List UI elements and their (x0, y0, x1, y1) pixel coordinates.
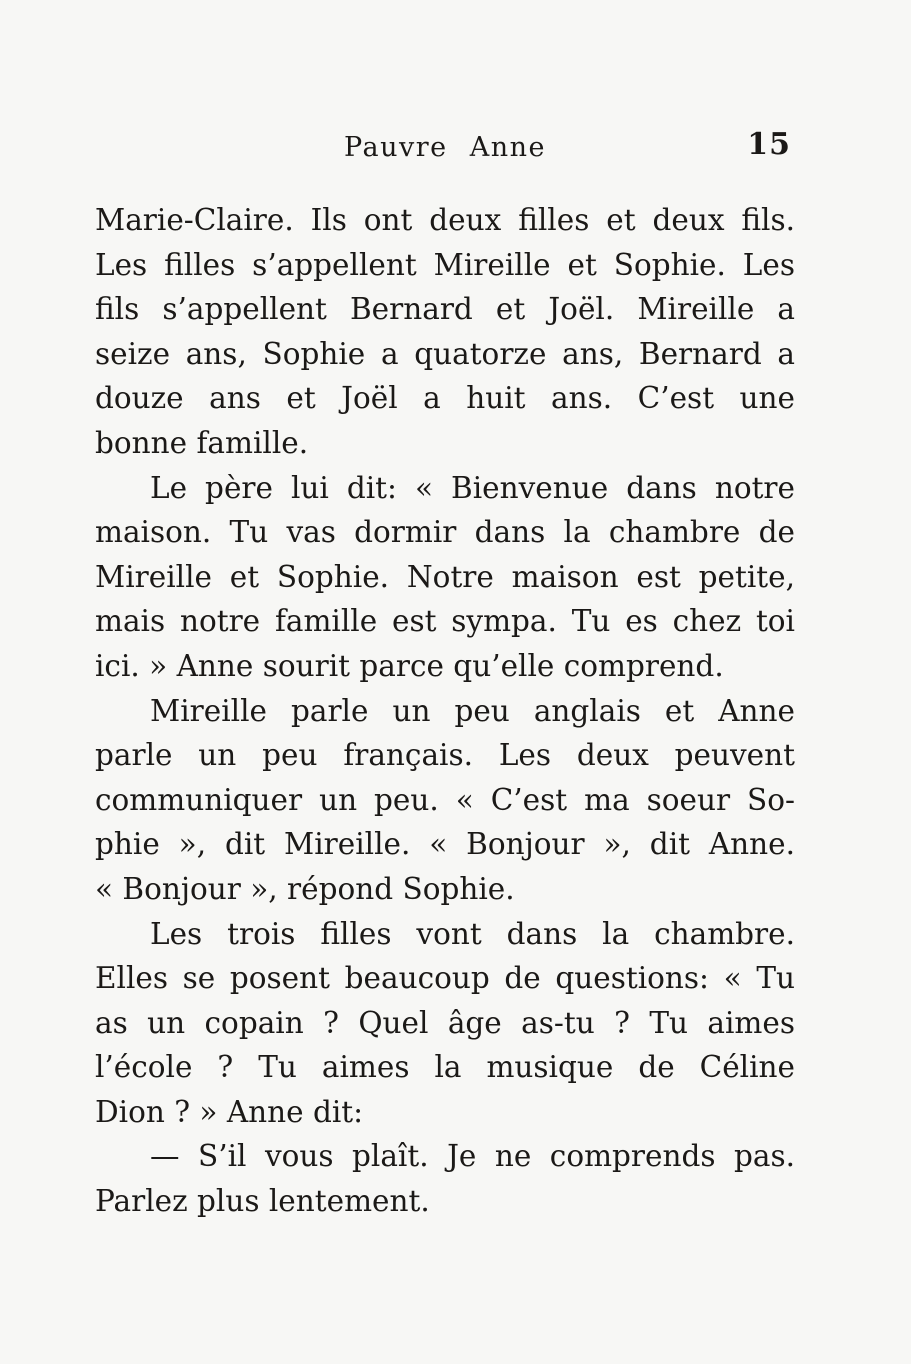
text-line: Elles se posent beaucoup de questions: « Tu (95, 961, 795, 996)
text-line: Le père lui dit: « Bienvenue dans notre (150, 470, 795, 505)
paragraph (95, 912, 795, 1135)
text-line: douze ans et Joël a huit ans. C’est une (95, 381, 795, 416)
text-line: seize ans, Sophie a quatorze ans, Bernard a (95, 336, 795, 371)
text-line: fils s’appellent Bernard et Joël. Mireille a (95, 292, 795, 327)
text-line: maison. Tu vas dormir dans la chambre de (95, 515, 795, 550)
paragraph (95, 198, 795, 466)
running-title: Pauvre Anne (344, 132, 546, 163)
text-line: bonne famille. (95, 425, 309, 460)
text-line: as un copain ? Quel âge as-tu ? Tu aimes (95, 1005, 795, 1040)
text-line: Marie-Claire. Ils ont deux filles et deux fils. (95, 203, 795, 237)
text-line: — S’il vous plaît. Je ne comprends pas. (150, 1139, 795, 1174)
text-line: Mireille parle un peu anglais et Anne (150, 693, 795, 728)
page-number: 15 (747, 127, 791, 162)
text-line: phie », dit Mireille. « Bonjour », dit Anne. (95, 827, 795, 862)
text-line: mais notre famille est sympa. Tu es chez toi (95, 604, 795, 639)
text-line: Dion ? » Anne dit: (95, 1094, 364, 1129)
paragraph (95, 1134, 795, 1223)
text-line: Les trois filles vont dans la chambre. (150, 916, 795, 951)
body-text (95, 198, 795, 1224)
text-line: Parlez plus lentement. (95, 1184, 430, 1219)
text-line: « Bonjour », répond Sophie. (95, 871, 515, 906)
text-line: Les filles s’appellent Mireille et Sophie. Les (95, 247, 795, 282)
text-line: ici. » Anne sourit parce qu’elle comprend. (95, 648, 724, 683)
text-line: communiquer un peu. « C’est ma soeur So- (95, 782, 795, 817)
text-line: parle un peu français. Les deux peuvent (95, 738, 795, 773)
text-line: l’école ? Tu aimes la musique de Céline (95, 1050, 795, 1085)
text-line: Mireille et Sophie. Notre maison est petite, (95, 559, 795, 594)
page-header (95, 127, 795, 170)
paragraph (95, 689, 795, 912)
paragraph (95, 466, 795, 689)
